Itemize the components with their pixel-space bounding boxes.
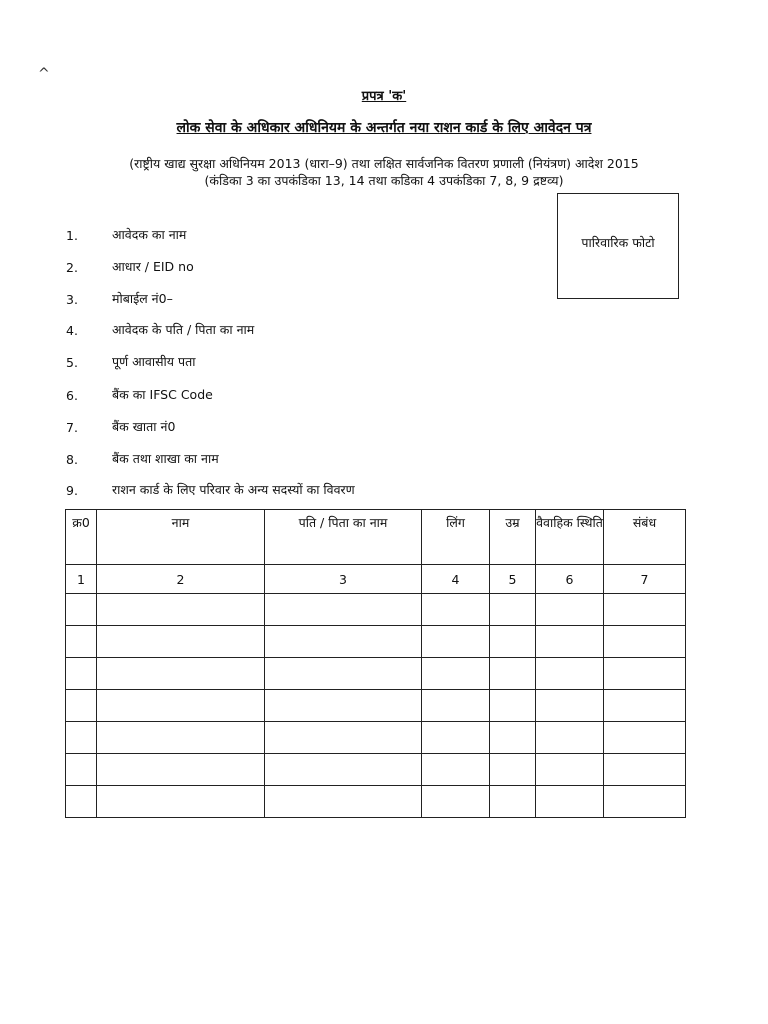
form-title: लोक सेवा के अधिकार अधिनियम के अन्तर्गत नया राशन कार्ड के लिए आवेदन पत्र (176, 120, 592, 136)
column-number: 1 (66, 565, 97, 594)
table-cell[interactable] (604, 754, 686, 786)
column-number: 3 (265, 565, 422, 594)
field-label: पूर्ण आवासीय पता (112, 354, 196, 369)
form-subtitle-line2: (कंडिका 3 का उपकंडिका 13, 14 तथा कडिका 4 उपकंडिका 7, 8, 9 द्रष्टव्य) (204, 173, 564, 188)
table-cell[interactable] (66, 626, 97, 658)
col-header-age: उम्र (490, 510, 536, 565)
family-photo-label: पारिवारिक फोटो (581, 235, 655, 250)
table-cell[interactable] (490, 722, 536, 754)
col-header-serial: क्र0 (66, 510, 97, 565)
table-cell[interactable] (265, 690, 422, 722)
table-row[interactable] (66, 754, 686, 786)
table-cell[interactable] (490, 786, 536, 818)
table-cell[interactable] (490, 754, 536, 786)
table-cell[interactable] (604, 594, 686, 626)
table-cell[interactable] (66, 722, 97, 754)
table-cell[interactable] (97, 722, 265, 754)
field-address[interactable] (66, 353, 526, 375)
column-number: 6 (536, 565, 604, 594)
family-members-table (65, 509, 686, 818)
table-cell[interactable] (97, 786, 265, 818)
table-cell[interactable] (66, 754, 97, 786)
field-aadhaar[interactable] (66, 258, 526, 280)
table-cell[interactable] (265, 594, 422, 626)
field-number: 5. (66, 355, 78, 370)
field-bank-account[interactable] (66, 418, 526, 440)
table-cell[interactable] (422, 722, 490, 754)
table-cell[interactable] (66, 658, 97, 690)
field-number: 7. (66, 420, 78, 435)
field-number: 1. (66, 228, 78, 243)
table-cell[interactable] (536, 786, 604, 818)
field-number: 9. (66, 483, 78, 498)
table-cell[interactable] (422, 658, 490, 690)
table-cell[interactable] (536, 722, 604, 754)
table-cell[interactable] (536, 690, 604, 722)
table-cell[interactable] (536, 754, 604, 786)
col-header-gender: लिंग (422, 510, 490, 565)
field-label: आधार / EID no (112, 259, 194, 274)
field-number: 3. (66, 292, 78, 307)
table-cell[interactable] (66, 594, 97, 626)
table-cell[interactable] (536, 626, 604, 658)
field-label: मोबाईल नं0– (112, 291, 173, 306)
table-cell[interactable] (97, 626, 265, 658)
field-number: 6. (66, 388, 78, 403)
table-cell[interactable] (490, 690, 536, 722)
table-cell[interactable] (97, 594, 265, 626)
table-cell[interactable] (97, 658, 265, 690)
table-cell[interactable] (604, 786, 686, 818)
table-cell[interactable] (265, 658, 422, 690)
field-number: 2. (66, 260, 78, 275)
column-number: 2 (97, 565, 265, 594)
table-cell[interactable] (97, 754, 265, 786)
table-cell[interactable] (490, 658, 536, 690)
scan-mark: ^ (38, 66, 50, 82)
column-number-row (66, 565, 686, 594)
table-cell[interactable] (265, 786, 422, 818)
field-husband-father-name[interactable] (66, 321, 526, 343)
table-cell[interactable] (422, 594, 490, 626)
field-family-members (66, 481, 526, 503)
field-label: बैंक का IFSC Code (112, 387, 213, 402)
field-label: आवेदक के पति / पिता का नाम (112, 322, 255, 337)
col-header-relation: संबंध (604, 510, 686, 565)
table-cell[interactable] (536, 594, 604, 626)
family-photo-box[interactable] (557, 193, 679, 299)
field-label: बैंक तथा शाखा का नाम (112, 451, 219, 466)
column-number: 5 (490, 565, 536, 594)
table-row[interactable] (66, 722, 686, 754)
table-row[interactable] (66, 594, 686, 626)
table-cell[interactable] (66, 786, 97, 818)
form-subtitle-line1: (राष्ट्रीय खाद्य सुरक्षा अधिनियम 2013 (धारा–9) तथा लक्षित सार्वजनिक वितरण प्रणाली (नियंत्रण) आदेश 2015 (129, 156, 639, 171)
field-mobile[interactable] (66, 290, 526, 312)
field-label: आवेदक का नाम (112, 227, 187, 242)
table-cell[interactable] (97, 690, 265, 722)
table-cell[interactable] (422, 754, 490, 786)
col-header-name: नाम (97, 510, 265, 565)
field-label: राशन कार्ड के लिए परिवार के अन्य सदस्यों का विवरण (112, 482, 355, 497)
table-cell[interactable] (265, 754, 422, 786)
form-label: प्रपत्र 'क' (361, 89, 407, 104)
table-cell[interactable] (490, 626, 536, 658)
table-cell[interactable] (604, 658, 686, 690)
table-header-row (66, 510, 686, 565)
table-row[interactable] (66, 786, 686, 818)
table-cell[interactable] (604, 722, 686, 754)
table-row[interactable] (66, 658, 686, 690)
table-cell[interactable] (265, 626, 422, 658)
column-number: 7 (604, 565, 686, 594)
table-row[interactable] (66, 690, 686, 722)
table-cell[interactable] (604, 690, 686, 722)
field-ifsc[interactable] (66, 386, 526, 408)
table-row[interactable] (66, 626, 686, 658)
field-bank-branch[interactable] (66, 450, 526, 472)
field-applicant-name[interactable] (66, 226, 526, 248)
table-cell[interactable] (422, 626, 490, 658)
col-header-husband-father: पति / पिता का नाम (265, 510, 422, 565)
table-cell[interactable] (490, 594, 536, 626)
field-number: 4. (66, 323, 78, 338)
table-cell[interactable] (422, 690, 490, 722)
table-cell[interactable] (536, 658, 604, 690)
table-cell[interactable] (265, 722, 422, 754)
table-cell[interactable] (422, 786, 490, 818)
field-label: बैंक खाता नं0 (112, 419, 176, 434)
col-header-marital-status: वैवाहिक स्थिति (536, 510, 604, 565)
table-cell[interactable] (66, 690, 97, 722)
column-number: 4 (422, 565, 490, 594)
table-cell[interactable] (604, 626, 686, 658)
field-number: 8. (66, 452, 78, 467)
